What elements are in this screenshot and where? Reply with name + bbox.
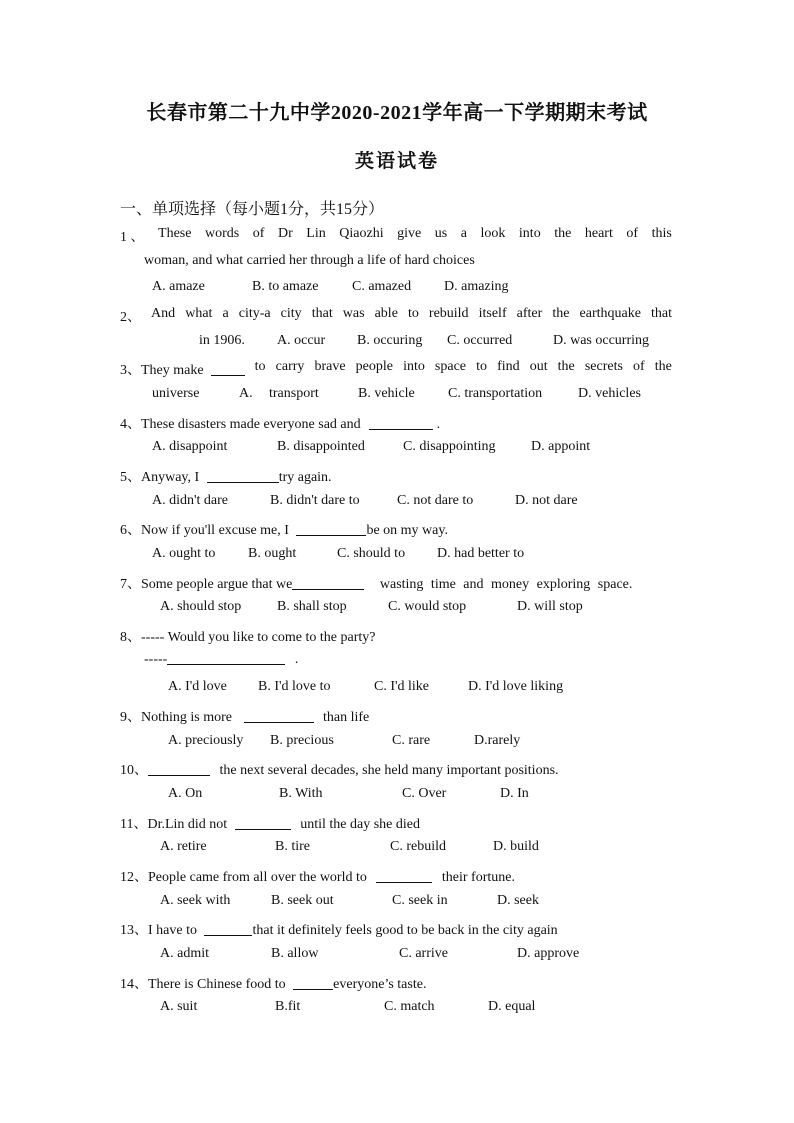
q2-word: the	[552, 306, 570, 321]
question-13	[120, 919, 558, 939]
option[interactable]: B. to amaze	[252, 279, 319, 294]
option[interactable]: B. ought	[248, 546, 297, 561]
question-12-suffix: their fortune.	[441, 870, 515, 885]
option[interactable]: B. disappointed	[277, 439, 365, 454]
q1-word: Qiaozhi	[339, 226, 384, 241]
option[interactable]: D. appoint	[531, 439, 591, 454]
section-heading: 一、单项选择（每小题1分，共15分）	[120, 201, 385, 218]
option[interactable]: transport	[269, 386, 319, 401]
option[interactable]: A. seek with	[160, 893, 231, 908]
option[interactable]: A. retire	[160, 839, 207, 854]
option[interactable]: A. occur	[277, 333, 326, 348]
q3-word: brave	[314, 359, 346, 374]
question-10	[120, 759, 559, 779]
q3-word: find	[497, 359, 520, 374]
q2-word: was	[342, 306, 365, 321]
option[interactable]: A. I'd love	[168, 679, 227, 694]
question-8: 8、----- Would you like to come to the party?	[120, 630, 376, 645]
option[interactable]: D. approve	[517, 946, 580, 961]
option[interactable]: C. not dare to	[397, 493, 474, 508]
option[interactable]: C. occurred	[447, 333, 513, 348]
q1-word: heart	[584, 226, 613, 241]
answer-blank[interactable]	[235, 817, 291, 830]
option[interactable]: A. amaze	[152, 279, 205, 294]
q3-prefix	[120, 359, 245, 379]
question-3-tail: universe	[152, 386, 200, 401]
option[interactable]: B. vehicle	[358, 386, 415, 401]
option[interactable]: C. match	[384, 999, 435, 1014]
option[interactable]: A. suit	[160, 999, 198, 1014]
option[interactable]: C. I'd like	[374, 679, 430, 694]
q3-word: the	[654, 359, 672, 374]
option[interactable]: B. precious	[270, 733, 334, 748]
q2-word: And	[151, 306, 176, 321]
q1-word: 1 、	[120, 230, 145, 245]
option[interactable]: C. amazed	[352, 279, 412, 294]
question-6	[120, 519, 448, 539]
question-1-line-2: woman, and what carried her through a life of hard choices	[144, 253, 475, 268]
option[interactable]: C. should to	[337, 546, 406, 561]
question-11	[120, 813, 420, 833]
answer-blank[interactable]	[369, 417, 433, 430]
option[interactable]: C. rare	[392, 733, 431, 748]
question-1-line-1	[120, 226, 672, 246]
option[interactable]: B.fit	[275, 999, 301, 1014]
option[interactable]: B. With	[279, 786, 323, 801]
option[interactable]: A. didn't dare	[152, 493, 229, 508]
page-title: 长春市第二十九中学2020-2021学年高一下学期期末考试	[146, 102, 648, 124]
question-4-text: 4、These disasters made everyone sad and	[120, 417, 361, 432]
q1-word: These	[158, 226, 192, 241]
answer-blank[interactable]	[204, 923, 252, 936]
question-6-suffix: be on my way.	[366, 523, 448, 538]
answer-blank[interactable]	[296, 523, 366, 536]
option[interactable]: D. In	[500, 786, 529, 801]
option[interactable]: A. admit	[160, 946, 209, 961]
answer-blank[interactable]	[207, 470, 279, 483]
option[interactable]: A. should stop	[160, 599, 242, 614]
question-2-line-1	[120, 306, 672, 326]
option[interactable]: B. allow	[271, 946, 319, 961]
option[interactable]: D.rarely	[474, 733, 521, 748]
question-8-suffix: .	[294, 652, 299, 667]
option[interactable]: D. will stop	[517, 599, 583, 614]
question-4	[120, 413, 440, 433]
answer-blank[interactable]	[211, 363, 245, 376]
question-9	[120, 706, 369, 726]
option[interactable]: C. disappointing	[403, 439, 496, 454]
option[interactable]: A.	[239, 386, 253, 401]
q3-word: the	[557, 359, 575, 374]
option[interactable]: C. rebuild	[390, 839, 446, 854]
q3-word: space	[434, 359, 467, 374]
question-5-text: 5、Anyway, I	[120, 470, 200, 485]
option[interactable]: C. Over	[402, 786, 447, 801]
q1-word: of	[626, 226, 639, 241]
option[interactable]: D. build	[493, 839, 539, 854]
question-13-suffix: that it definitely feels good to be back in the city again	[252, 923, 558, 938]
option[interactable]: A. ought to	[152, 546, 216, 561]
option[interactable]: C. transportation	[448, 386, 543, 401]
option[interactable]: B. I'd love to	[258, 679, 331, 694]
option[interactable]: A. On	[168, 786, 203, 801]
answer-blank[interactable]	[244, 710, 314, 723]
q1-word: the	[554, 226, 572, 241]
answer-blank[interactable]	[167, 652, 285, 665]
option[interactable]: C. would stop	[388, 599, 467, 614]
question-2-tail: in 1906.	[199, 333, 245, 348]
q2-word: earthquake	[579, 306, 641, 321]
q2-word: city	[280, 306, 302, 321]
question-9-suffix: than life	[323, 710, 370, 725]
q3-prefix-text: 3、They make	[120, 363, 204, 378]
q3-word: of	[633, 359, 645, 374]
q3-word: secrets	[584, 359, 623, 374]
q1-word: words	[205, 226, 240, 241]
q2-word: rebuild	[428, 306, 469, 321]
q2-word: that	[650, 306, 672, 321]
answer-blank[interactable]	[293, 977, 333, 990]
question-13-text: 13、I have to	[120, 923, 197, 938]
q1-word: give	[397, 226, 422, 241]
q1-word: look	[480, 226, 506, 241]
q1-word: into	[518, 226, 541, 241]
option[interactable]: D. equal	[488, 999, 536, 1014]
q1-word: a	[460, 226, 467, 241]
option[interactable]: D. seek	[497, 893, 539, 908]
question-11-suffix: until the day she died	[300, 817, 420, 832]
option[interactable]: A. preciously	[168, 733, 244, 748]
option[interactable]: D. amazing	[444, 279, 509, 294]
question-8-line-2	[144, 652, 298, 668]
q1-word: Lin	[306, 226, 326, 241]
answer-blank[interactable]	[376, 870, 432, 883]
question-7	[120, 573, 632, 593]
q3-word: to	[476, 359, 487, 374]
question-7-text: 7、Some people argue that we	[120, 577, 293, 592]
option[interactable]: A. disappoint	[152, 439, 228, 454]
question-10-text: 10、	[120, 763, 148, 778]
option[interactable]: B. didn't dare to	[270, 493, 360, 508]
q1-word: this	[651, 226, 672, 241]
q2-word: itself	[478, 306, 507, 321]
question-12	[120, 866, 515, 886]
question-14-suffix: everyone’s taste.	[333, 977, 427, 992]
question-3-line-1	[120, 359, 672, 379]
answer-blank[interactable]	[292, 577, 364, 590]
q2-word: to	[407, 306, 419, 321]
q3-word: carry	[275, 359, 305, 374]
question-5	[120, 466, 332, 486]
q2-word: able	[374, 306, 398, 321]
q2-word: 2、	[120, 310, 141, 325]
page-subtitle: 英语试卷	[354, 151, 439, 172]
question-14	[120, 973, 426, 993]
question-5-suffix: try again.	[278, 470, 332, 485]
option[interactable]: B. seek out	[271, 893, 334, 908]
question-4-suffix: .	[436, 417, 441, 432]
q1-word: Dr	[277, 226, 293, 241]
q2-word: city-a	[238, 306, 271, 321]
q3-word: into	[403, 359, 425, 374]
q3-word: people	[355, 359, 393, 374]
option[interactable]: D. not dare	[515, 493, 578, 508]
option[interactable]: B. tire	[275, 839, 310, 854]
q1-word: us	[434, 226, 448, 241]
question-8-dash: -----	[144, 652, 168, 667]
q3-word: out	[529, 359, 548, 374]
q2-word: that	[311, 306, 333, 321]
option[interactable]: D. had better to	[437, 546, 525, 561]
option[interactable]: D. was occurring	[553, 333, 650, 348]
q2-word: a	[222, 306, 229, 321]
q1-word: of	[252, 226, 265, 241]
question-12-text: 12、People came from all over the world to	[120, 870, 367, 885]
question-9-text: 9、Nothing is more	[120, 710, 232, 725]
option[interactable]: B. shall stop	[277, 599, 347, 614]
question-11-text: 11、Dr.Lin did not	[120, 817, 228, 832]
option[interactable]: D. vehicles	[578, 386, 641, 401]
q3-word: to	[254, 359, 266, 374]
option[interactable]: C. arrive	[399, 946, 448, 961]
q2-word: after	[516, 306, 543, 321]
question-7-suffix: wasting time and money exploring space.	[379, 577, 633, 592]
question-14-text: 14、There is Chinese food to	[120, 977, 286, 992]
q2-word: what	[185, 306, 213, 321]
option[interactable]: C. seek in	[392, 893, 448, 908]
option[interactable]: B. occuring	[357, 333, 423, 348]
question-10-suffix: the next several decades, she held many important positions.	[219, 763, 559, 778]
answer-blank[interactable]	[148, 763, 210, 776]
question-6-text: 6、Now if you'll excuse me, I	[120, 523, 289, 538]
option[interactable]: D. I'd love liking	[468, 679, 564, 694]
